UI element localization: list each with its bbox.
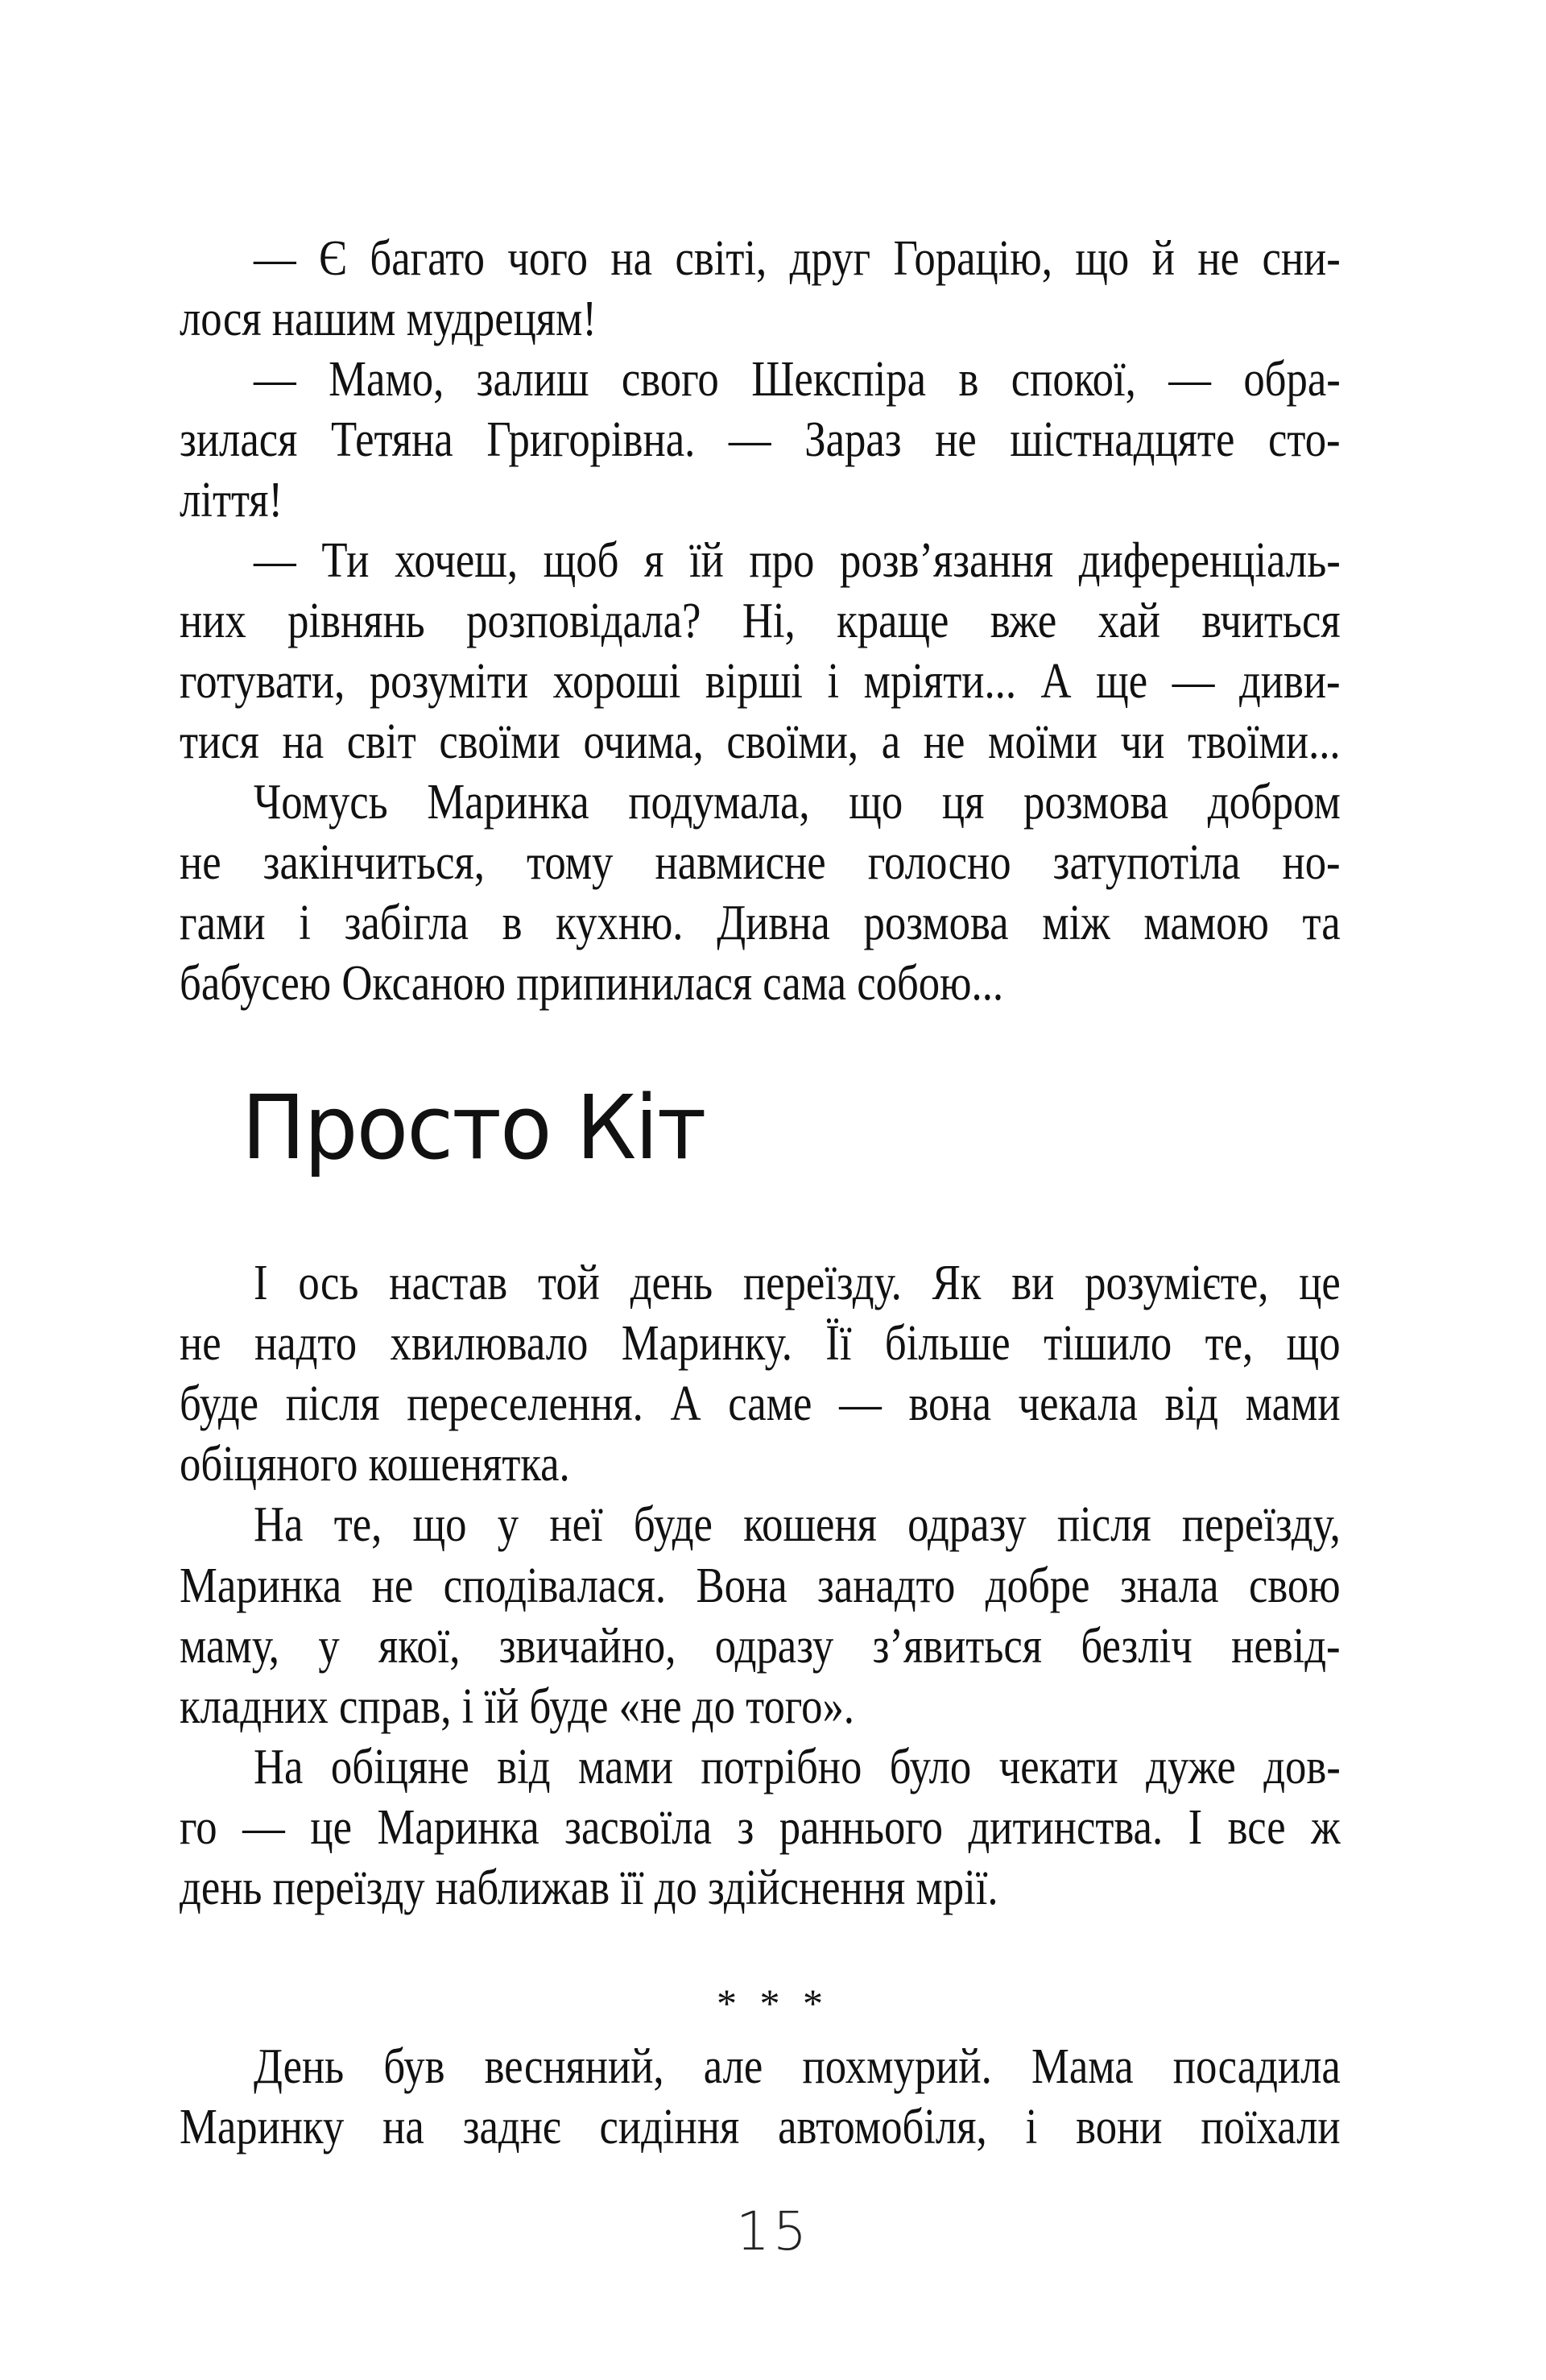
scene-separator: * * * [717, 1981, 829, 2026]
text-line: кладних справ, і їй буде «не до того». [180, 1679, 854, 1734]
text-line: гами і забігла в кухню. Дивна розмова між мамою та [180, 896, 1341, 950]
page-number: 15 [736, 2200, 810, 2262]
text-line: Маринку на заднє сидіння автомобіля, і вони поїхали [180, 2100, 1341, 2154]
text-line: — Є багато чого на світі, друг Горацію, що й не сни- [254, 231, 1341, 286]
text-line: Маринка не сподівалася. Вона занадто добре знала свою [180, 1558, 1341, 1613]
text-line: них рівнянь розповідала? Ні, краще вже хай вчиться [180, 594, 1341, 648]
text-line: го — це Маринка засвоїла з раннього дитинства. І все ж [180, 1800, 1341, 1855]
text-line: тися на світ своїми очима, своїми, а не моїми чи твоїми... [180, 714, 1341, 769]
text-line: маму, у якої, звичайно, одразу з’явиться безліч невід- [180, 1619, 1341, 1674]
text-line: день переїзду наближав її до здійснення мрії. [180, 1861, 998, 1915]
text-line: буде після переселення. А саме — вона чекала від мами [180, 1376, 1341, 1431]
text-line: — Ти хочеш, щоб я їй про розв’язання диференціаль- [254, 533, 1341, 588]
section-heading: Просто Кіт [242, 1076, 705, 1179]
text-line: не закінчиться, тому навмисне голосно затупотіла но- [180, 835, 1341, 890]
text-line: ліття! [180, 473, 283, 528]
text-line: День був весняний, але похмурий. Мама посадила [254, 2039, 1341, 2094]
text-line: На обіцяне від мами потрібно було чекати дуже дов- [254, 1740, 1341, 1794]
text-line: Чомусь Маринка подумала, що ця розмова добром [254, 775, 1341, 830]
text-line: готувати, розуміти хороші вірші і мріяти... А ще — диви- [180, 654, 1341, 709]
text-line: лося нашим мудрецям! [180, 292, 597, 346]
text-line: обіцяного кошенятка. [180, 1437, 570, 1492]
text-line: бабусею Оксаною припинилася сама собою... [180, 956, 1004, 1011]
text-line: не надто хвилювало Маринку. Її більше тішило те, що [180, 1316, 1341, 1371]
text-line: — Мамо, залиш свого Шекспіра в спокої, — обра- [254, 352, 1341, 407]
text-line: зилася Тетяна Григорівна. — Зараз не шістнадцяте сто- [180, 412, 1341, 467]
text-line: На те, що у неї буде кошеня одразу після переїзду, [254, 1497, 1341, 1552]
text-line: І ось настав той день переїзду. Як ви розумієте, це [254, 1256, 1341, 1310]
